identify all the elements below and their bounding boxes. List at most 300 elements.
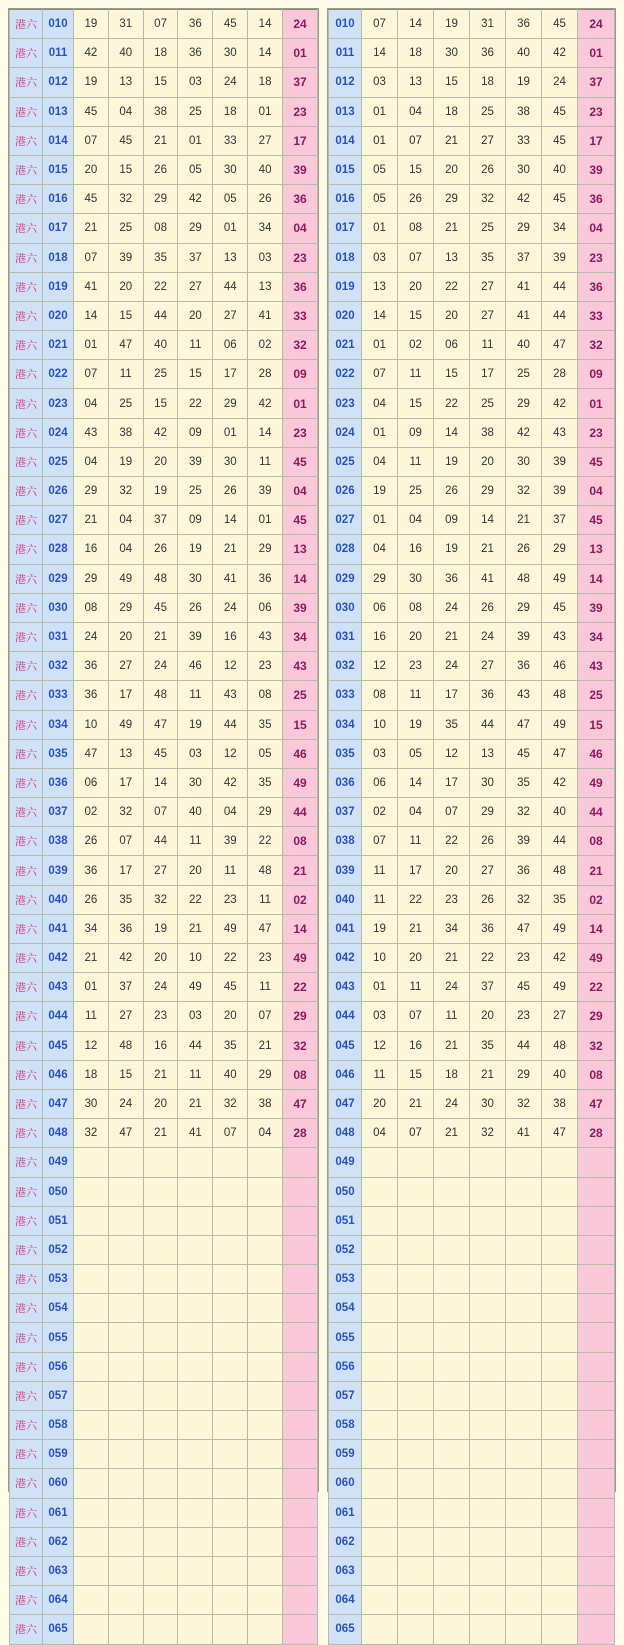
- number-cell: 07: [398, 126, 434, 155]
- special-number-cell: 39: [283, 593, 318, 622]
- number-cell: 01: [74, 973, 109, 1002]
- row-index[interactable]: 022: [43, 360, 74, 389]
- number-cell: 21: [434, 126, 470, 155]
- number-cell: [542, 1352, 578, 1381]
- row-index[interactable]: 029: [329, 564, 362, 593]
- row-index[interactable]: 014: [43, 126, 74, 155]
- row-index[interactable]: 025: [43, 447, 74, 476]
- row-index[interactable]: 039: [43, 856, 74, 885]
- table-row: [329, 68, 615, 97]
- special-number-cell: 25: [283, 681, 318, 710]
- row-index[interactable]: 035: [43, 739, 74, 768]
- row-index[interactable]: 023: [329, 389, 362, 418]
- number-cell: 21: [434, 1119, 470, 1148]
- row-tag: 港六: [10, 944, 43, 973]
- number-cell: [542, 1235, 578, 1264]
- row-index[interactable]: 054: [329, 1294, 362, 1323]
- row-index[interactable]: 042: [329, 944, 362, 973]
- row-index[interactable]: 055: [43, 1323, 74, 1352]
- special-number-cell: 33: [283, 301, 318, 330]
- number-cell: 07: [213, 1119, 248, 1148]
- number-cell: 19: [178, 710, 213, 739]
- number-cell: 24: [434, 593, 470, 622]
- row-index[interactable]: 024: [43, 418, 74, 447]
- number-cell: 39: [178, 447, 213, 476]
- row-index[interactable]: 034: [329, 710, 362, 739]
- row-index[interactable]: 055: [329, 1323, 362, 1352]
- number-cell: 34: [248, 214, 283, 243]
- special-number-cell: [283, 1440, 318, 1469]
- number-cell: [506, 1411, 542, 1440]
- number-cell: 17: [108, 768, 143, 797]
- number-cell: 19: [362, 914, 398, 943]
- row-index[interactable]: 032: [329, 652, 362, 681]
- number-cell: 25: [470, 97, 506, 126]
- table-row: [10, 418, 318, 447]
- row-index[interactable]: 061: [329, 1498, 362, 1527]
- row-index[interactable]: 022: [329, 360, 362, 389]
- number-cell: 33: [213, 126, 248, 155]
- table-row: [10, 856, 318, 885]
- row-index[interactable]: 030: [329, 593, 362, 622]
- table-row: [10, 1381, 318, 1410]
- row-index[interactable]: 063: [329, 1556, 362, 1585]
- row-index[interactable]: 030: [43, 593, 74, 622]
- table-row: [10, 535, 318, 564]
- number-cell: 36: [178, 39, 213, 68]
- number-cell: [470, 1265, 506, 1294]
- row-index[interactable]: 040: [43, 885, 74, 914]
- row-index[interactable]: 012: [329, 68, 362, 97]
- number-cell: 38: [470, 418, 506, 447]
- number-cell: 30: [470, 1089, 506, 1118]
- row-index[interactable]: 051: [43, 1206, 74, 1235]
- row-tag: 港六: [10, 622, 43, 651]
- row-index[interactable]: 014: [329, 126, 362, 155]
- special-number-cell: 08: [283, 1060, 318, 1089]
- row-index[interactable]: 061: [43, 1498, 74, 1527]
- number-cell: [506, 1556, 542, 1585]
- row-index[interactable]: 044: [43, 1002, 74, 1031]
- row-index[interactable]: 060: [329, 1469, 362, 1498]
- row-index[interactable]: 023: [43, 389, 74, 418]
- number-cell: 23: [248, 652, 283, 681]
- table-row: [329, 1089, 615, 1118]
- number-cell: 45: [542, 126, 578, 155]
- number-cell: 36: [74, 652, 109, 681]
- table-row: [10, 914, 318, 943]
- number-cell: 44: [542, 827, 578, 856]
- row-index[interactable]: 045: [329, 1031, 362, 1060]
- number-cell: 14: [470, 506, 506, 535]
- number-cell: 15: [434, 360, 470, 389]
- number-cell: 40: [178, 798, 213, 827]
- table-row: [329, 681, 615, 710]
- number-cell: 27: [108, 1002, 143, 1031]
- row-tag: 港六: [10, 1469, 43, 1498]
- special-number-cell: 22: [283, 973, 318, 1002]
- row-index[interactable]: 011: [43, 39, 74, 68]
- number-cell: [542, 1498, 578, 1527]
- row-tag: 港六: [10, 447, 43, 476]
- row-index[interactable]: 026: [43, 477, 74, 506]
- number-cell: 45: [542, 593, 578, 622]
- special-number-cell: 39: [283, 155, 318, 184]
- row-index[interactable]: 019: [43, 272, 74, 301]
- table-row: [329, 1119, 615, 1148]
- row-index[interactable]: 050: [329, 1177, 362, 1206]
- number-cell: 36: [74, 856, 109, 885]
- row-index[interactable]: 054: [43, 1294, 74, 1323]
- row-index[interactable]: 020: [329, 301, 362, 330]
- number-cell: 47: [542, 739, 578, 768]
- number-cell: [74, 1527, 109, 1556]
- number-cell: 21: [398, 1089, 434, 1118]
- row-index[interactable]: 035: [329, 739, 362, 768]
- number-cell: 29: [248, 1060, 283, 1089]
- row-index[interactable]: 053: [43, 1265, 74, 1294]
- table-row: [329, 856, 615, 885]
- number-cell: 17: [398, 856, 434, 885]
- number-cell: 18: [434, 1060, 470, 1089]
- number-cell: [213, 1469, 248, 1498]
- row-index[interactable]: 031: [43, 622, 74, 651]
- number-cell: [542, 1469, 578, 1498]
- number-cell: [108, 1323, 143, 1352]
- row-index[interactable]: 045: [43, 1031, 74, 1060]
- number-cell: 21: [248, 1031, 283, 1060]
- number-cell: [178, 1381, 213, 1410]
- number-cell: 47: [248, 914, 283, 943]
- number-cell: 26: [470, 827, 506, 856]
- number-cell: [248, 1498, 283, 1527]
- number-cell: 07: [362, 360, 398, 389]
- row-index[interactable]: 016: [329, 185, 362, 214]
- row-index[interactable]: 043: [329, 973, 362, 1002]
- row-index[interactable]: 064: [329, 1586, 362, 1615]
- row-index[interactable]: 037: [43, 798, 74, 827]
- number-cell: [398, 1411, 434, 1440]
- row-index[interactable]: 062: [329, 1527, 362, 1556]
- row-index[interactable]: 060: [43, 1469, 74, 1498]
- row-index[interactable]: 025: [329, 447, 362, 476]
- row-index[interactable]: 052: [43, 1235, 74, 1264]
- row-index[interactable]: 031: [329, 622, 362, 651]
- row-index[interactable]: 041: [43, 914, 74, 943]
- special-number-cell: 49: [578, 768, 615, 797]
- right-results-panel: [327, 8, 616, 1636]
- number-cell: 44: [506, 1031, 542, 1060]
- number-cell: 32: [506, 1089, 542, 1118]
- row-index[interactable]: 052: [329, 1235, 362, 1264]
- row-index[interactable]: 028: [329, 535, 362, 564]
- number-cell: 20: [108, 272, 143, 301]
- special-number-cell: [578, 1469, 615, 1498]
- row-index[interactable]: 015: [329, 155, 362, 184]
- row-index[interactable]: 017: [329, 214, 362, 243]
- number-cell: 30: [213, 39, 248, 68]
- number-cell: 29: [74, 564, 109, 593]
- number-cell: 05: [362, 185, 398, 214]
- number-cell: 45: [108, 126, 143, 155]
- row-index[interactable]: 033: [329, 681, 362, 710]
- number-cell: [143, 1148, 178, 1177]
- table-row: [329, 360, 615, 389]
- row-index[interactable]: 036: [329, 768, 362, 797]
- row-index[interactable]: 057: [43, 1381, 74, 1410]
- row-index[interactable]: 029: [43, 564, 74, 593]
- number-cell: [108, 1148, 143, 1177]
- number-cell: 03: [362, 1002, 398, 1031]
- row-index[interactable]: 046: [329, 1060, 362, 1089]
- number-cell: 20: [434, 155, 470, 184]
- row-index[interactable]: 046: [43, 1060, 74, 1089]
- number-cell: 25: [108, 389, 143, 418]
- row-index[interactable]: 013: [329, 97, 362, 126]
- number-cell: 12: [213, 652, 248, 681]
- row-index[interactable]: 058: [329, 1411, 362, 1440]
- number-cell: 01: [248, 506, 283, 535]
- number-cell: 44: [178, 1031, 213, 1060]
- number-cell: 24: [108, 1089, 143, 1118]
- number-cell: 13: [213, 243, 248, 272]
- row-index[interactable]: 063: [43, 1556, 74, 1585]
- number-cell: 08: [398, 214, 434, 243]
- table-row: [329, 214, 615, 243]
- row-index[interactable]: 048: [43, 1119, 74, 1148]
- number-cell: [434, 1556, 470, 1585]
- number-cell: 45: [213, 10, 248, 39]
- number-cell: [506, 1177, 542, 1206]
- row-index[interactable]: 020: [43, 301, 74, 330]
- number-cell: 20: [362, 1089, 398, 1118]
- row-index[interactable]: 034: [43, 710, 74, 739]
- table-row: [329, 564, 615, 593]
- row-index[interactable]: 027: [329, 506, 362, 535]
- number-cell: [362, 1206, 398, 1235]
- number-cell: [542, 1586, 578, 1615]
- number-cell: 11: [362, 856, 398, 885]
- number-cell: 35: [108, 885, 143, 914]
- number-cell: 41: [470, 564, 506, 593]
- number-cell: 26: [178, 593, 213, 622]
- row-index[interactable]: 057: [329, 1381, 362, 1410]
- row-index[interactable]: 064: [43, 1586, 74, 1615]
- row-index[interactable]: 051: [329, 1206, 362, 1235]
- table-row: [329, 1381, 615, 1410]
- row-index[interactable]: 038: [43, 827, 74, 856]
- number-cell: 21: [434, 622, 470, 651]
- special-number-cell: [283, 1469, 318, 1498]
- row-index[interactable]: 065: [329, 1615, 362, 1644]
- row-index[interactable]: 040: [329, 885, 362, 914]
- row-index[interactable]: 010: [329, 10, 362, 39]
- number-cell: 01: [362, 506, 398, 535]
- row-index[interactable]: 026: [329, 477, 362, 506]
- number-cell: [143, 1440, 178, 1469]
- number-cell: 48: [542, 856, 578, 885]
- table-row: [10, 1089, 318, 1118]
- table-row: [329, 885, 615, 914]
- number-cell: 21: [178, 914, 213, 943]
- special-number-cell: [578, 1177, 615, 1206]
- number-cell: 09: [178, 418, 213, 447]
- row-index[interactable]: 058: [43, 1411, 74, 1440]
- number-cell: [108, 1294, 143, 1323]
- table-row: [10, 681, 318, 710]
- number-cell: [542, 1294, 578, 1323]
- number-cell: [178, 1469, 213, 1498]
- row-index[interactable]: 056: [43, 1352, 74, 1381]
- number-cell: 04: [108, 506, 143, 535]
- number-cell: [178, 1615, 213, 1644]
- row-index[interactable]: 017: [43, 214, 74, 243]
- row-index[interactable]: 028: [43, 535, 74, 564]
- special-number-cell: 13: [578, 535, 615, 564]
- number-cell: 11: [213, 856, 248, 885]
- number-cell: [362, 1265, 398, 1294]
- number-cell: 07: [74, 360, 109, 389]
- number-cell: [178, 1206, 213, 1235]
- row-index[interactable]: 048: [329, 1119, 362, 1148]
- row-index[interactable]: 021: [43, 331, 74, 360]
- number-cell: 01: [74, 331, 109, 360]
- number-cell: 27: [470, 272, 506, 301]
- number-cell: 14: [213, 506, 248, 535]
- row-index[interactable]: 059: [329, 1440, 362, 1469]
- number-cell: [143, 1206, 178, 1235]
- number-cell: 27: [143, 856, 178, 885]
- row-index[interactable]: 049: [43, 1148, 74, 1177]
- row-index[interactable]: 047: [329, 1089, 362, 1118]
- number-cell: 45: [506, 973, 542, 1002]
- row-index[interactable]: 036: [43, 768, 74, 797]
- number-cell: [398, 1469, 434, 1498]
- special-number-cell: [283, 1177, 318, 1206]
- row-tag: 港六: [10, 1440, 43, 1469]
- row-index[interactable]: 038: [329, 827, 362, 856]
- number-cell: 14: [143, 768, 178, 797]
- number-cell: 47: [506, 914, 542, 943]
- row-index[interactable]: 032: [43, 652, 74, 681]
- row-index[interactable]: 012: [43, 68, 74, 97]
- number-cell: [506, 1440, 542, 1469]
- row-index[interactable]: 018: [43, 243, 74, 272]
- number-cell: [248, 1323, 283, 1352]
- number-cell: 12: [213, 739, 248, 768]
- table-row: [329, 652, 615, 681]
- row-index[interactable]: 042: [43, 944, 74, 973]
- row-index[interactable]: 037: [329, 798, 362, 827]
- number-cell: 48: [143, 681, 178, 710]
- row-index[interactable]: 062: [43, 1527, 74, 1556]
- row-index[interactable]: 047: [43, 1089, 74, 1118]
- number-cell: [178, 1148, 213, 1177]
- row-index[interactable]: 039: [329, 856, 362, 885]
- row-index[interactable]: 010: [43, 10, 74, 39]
- number-cell: [213, 1556, 248, 1585]
- row-index[interactable]: 027: [43, 506, 74, 535]
- row-index[interactable]: 043: [43, 973, 74, 1002]
- number-cell: 11: [398, 681, 434, 710]
- number-cell: 39: [108, 243, 143, 272]
- number-cell: 29: [178, 214, 213, 243]
- row-index[interactable]: 016: [43, 185, 74, 214]
- special-number-cell: 39: [578, 155, 615, 184]
- special-number-cell: 49: [283, 768, 318, 797]
- row-index[interactable]: 033: [43, 681, 74, 710]
- number-cell: [362, 1177, 398, 1206]
- table-row: [10, 1235, 318, 1264]
- number-cell: [213, 1498, 248, 1527]
- row-index[interactable]: 056: [329, 1352, 362, 1381]
- number-cell: [248, 1206, 283, 1235]
- number-cell: 29: [248, 535, 283, 564]
- special-number-cell: 24: [578, 10, 615, 39]
- row-index[interactable]: 021: [329, 331, 362, 360]
- number-cell: 30: [213, 447, 248, 476]
- number-cell: 22: [213, 944, 248, 973]
- number-cell: [74, 1235, 109, 1264]
- number-cell: 24: [143, 652, 178, 681]
- number-cell: [542, 1265, 578, 1294]
- number-cell: 39: [506, 622, 542, 651]
- row-index[interactable]: 050: [43, 1177, 74, 1206]
- row-index[interactable]: 065: [43, 1615, 74, 1644]
- number-cell: [74, 1177, 109, 1206]
- special-number-cell: [283, 1381, 318, 1410]
- special-number-cell: [578, 1381, 615, 1410]
- row-index[interactable]: 053: [329, 1265, 362, 1294]
- row-index[interactable]: 059: [43, 1440, 74, 1469]
- number-cell: 02: [248, 331, 283, 360]
- table-row: [329, 1352, 615, 1381]
- row-index[interactable]: 013: [43, 97, 74, 126]
- number-cell: [108, 1556, 143, 1585]
- number-cell: 40: [506, 39, 542, 68]
- number-cell: 24: [542, 68, 578, 97]
- number-cell: 40: [248, 155, 283, 184]
- row-index[interactable]: 018: [329, 243, 362, 272]
- number-cell: 25: [470, 214, 506, 243]
- number-cell: 18: [213, 97, 248, 126]
- row-index[interactable]: 024: [329, 418, 362, 447]
- number-cell: 32: [108, 477, 143, 506]
- special-number-cell: 36: [283, 272, 318, 301]
- special-number-cell: 36: [578, 185, 615, 214]
- row-index[interactable]: 011: [329, 39, 362, 68]
- number-cell: [143, 1411, 178, 1440]
- table-row: [329, 243, 615, 272]
- number-cell: 25: [178, 97, 213, 126]
- special-number-cell: 46: [283, 739, 318, 768]
- row-index[interactable]: 015: [43, 155, 74, 184]
- row-tag: 港六: [10, 1527, 43, 1556]
- row-index[interactable]: 044: [329, 1002, 362, 1031]
- table-row: [329, 1440, 615, 1469]
- number-cell: 04: [108, 535, 143, 564]
- number-cell: 30: [213, 155, 248, 184]
- number-cell: 42: [74, 39, 109, 68]
- number-cell: 14: [74, 301, 109, 330]
- number-cell: 11: [470, 331, 506, 360]
- row-index[interactable]: 019: [329, 272, 362, 301]
- number-cell: 17: [434, 768, 470, 797]
- row-index[interactable]: 041: [329, 914, 362, 943]
- row-tag: 港六: [10, 1206, 43, 1235]
- number-cell: 07: [362, 827, 398, 856]
- row-index[interactable]: 049: [329, 1148, 362, 1177]
